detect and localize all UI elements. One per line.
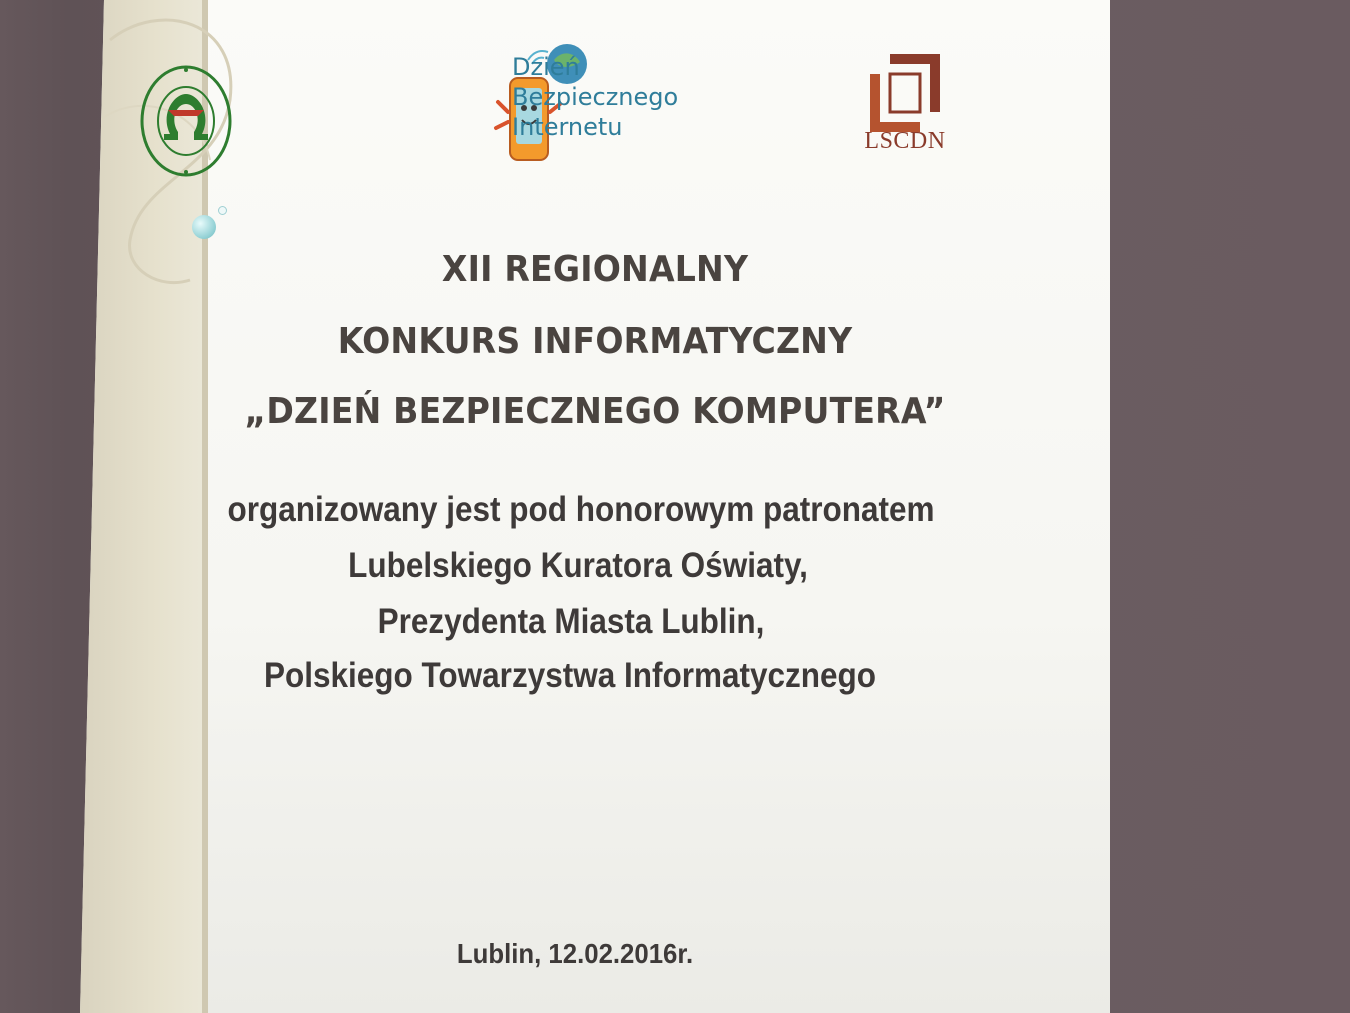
decorative-bubble-small <box>218 206 227 215</box>
patronage-line-2: Lubelskiego Kuratora Oświaty, <box>348 546 808 585</box>
dbi-line2: Bezpiecznego <box>512 83 679 111</box>
patronage-line-1: organizowany jest pod honorowym patronatem <box>227 490 935 529</box>
dbi-line3: Internetu <box>512 113 623 141</box>
dbi-line1: Dzień <box>512 53 580 81</box>
title-line-3: „DZIEŃ BEZPIECZNEGO KOMPUTERA” <box>244 391 946 432</box>
dbi-logo-text <box>512 52 678 142</box>
patronage-line-3: Prezydenta Miasta Lublin, <box>377 602 765 641</box>
decorative-bubble <box>192 215 216 239</box>
place-date: Lublin, 12.02.2016r. <box>456 938 694 969</box>
title-line-1: XII REGIONALNY <box>441 249 749 290</box>
title-line-2: KONKURS INFORMATYCZNY <box>337 321 853 362</box>
school-logo <box>138 62 234 180</box>
lscdn-logo-text: LSCDN <box>864 128 946 154</box>
patronage-line-4: Polskiego Towarzystwa Informatycznego <box>263 656 877 695</box>
